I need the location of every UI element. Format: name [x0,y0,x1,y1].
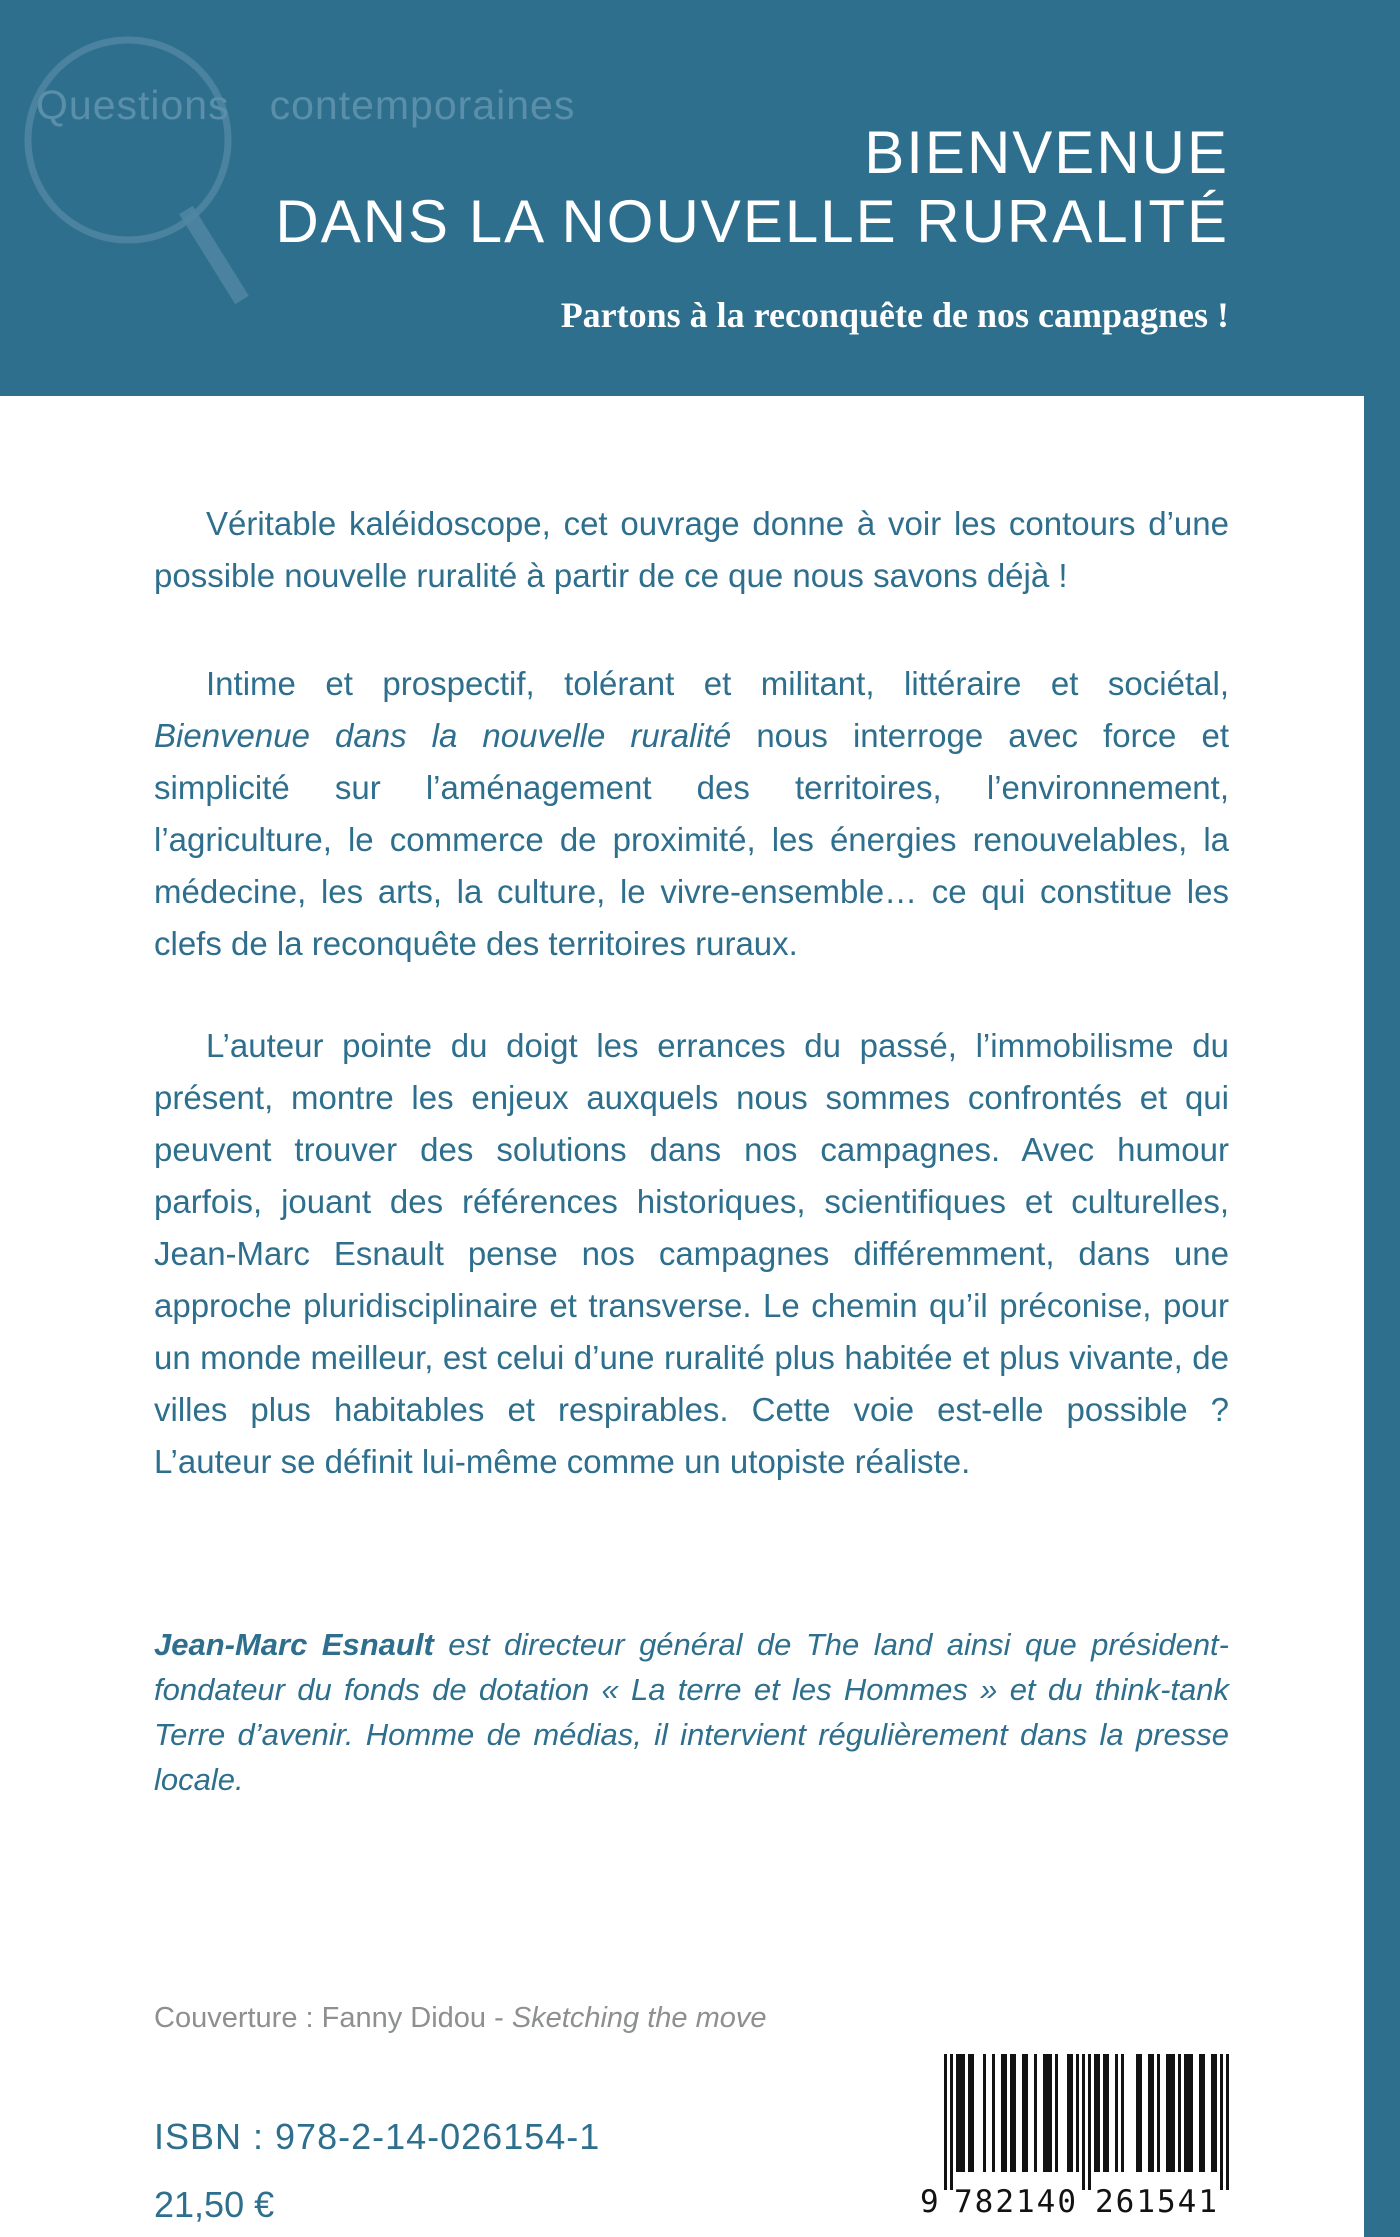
svg-text:9: 9 [920,2184,939,2218]
barcode [918,2050,1238,2218]
book-subtitle: Partons à la reconquête de nos campagnes ! [560,295,1229,335]
book-title [275,118,1229,256]
collection-word-1: Questions [36,82,230,128]
collection-word-2: contemporaines [269,82,576,128]
synopsis-paragraph-2-text: Intime et prospectif, tolérant et militant, littéraire et sociétal, [206,665,1229,702]
synopsis-paragraph-2 [154,658,1229,970]
synopsis-paragraph-2-text-end: nous interroge avec force et simplicité sur l’aménagement des territoires, l’environnement, l’agriculture, le commerce de proximité, les énergies renouvelables, la médecine, les arts, la culture, le vivre-ensemble… ce qui constitue les clefs de la reconquête des territoires ruraux. [154,717,1229,962]
svg-text:261541: 261541 [1095,2184,1219,2218]
cover-credit-text: Couverture : Fanny Didou - [154,2002,512,2034]
author-bio-text: est directeur général de The land ainsi que président-fondateur du fonds de dotation « La terre et les Hommes » et du think-tank Terre d’avenir. Homme de médias, il intervient régulièrement dans la presse locale. [154,1627,1229,1797]
cover-credit [154,2002,1229,2035]
author-bio [154,1622,1229,1802]
header-band [0,0,1400,396]
synopsis-paragraph-1: Véritable kaléidoscope, cet ouvrage donne à voir les contours d’une possible nouvelle ruralité à partir de ce que nous savons déjà ! [154,505,1229,594]
book-title-line-1: BIENVENUE [864,119,1229,186]
svg-text:782140: 782140 [954,2184,1078,2218]
author-name: Jean-Marc Esnault [154,1627,434,1662]
cover-credit-artwork-title: Sketching the move [511,2002,767,2034]
isbn: ISBN : 978-2-14-026154-1 [154,2116,601,2157]
synopsis-paragraph-3: L’auteur pointe du doigt les errances du passé, l’immobilisme du présent, montre les enjeux auxquels nous sommes confrontés et qui peuvent trouver des solutions dans nos campagnes. Avec humour parfois, jouant des références historiques, scientifiques et culturelles, Jean-Marc Esnault pense nos campagnes différemment, dans une approche pluridisciplinaire et transverse. Le chemin qu’il préconise, pour un monde meilleur, est celui d’une ruralité plus habitée et plus vivante, de villes plus habitables et respirables. Cette voie est-elle possible ? L’auteur se définit lui-même comme un utopiste réaliste. [154,1027,1229,1480]
book-title-line-2: DANS LA NOUVELLE RURALITÉ [275,188,1229,255]
synopsis-paragraph-2-book-title: Bienvenue dans la nouvelle ruralité [154,717,732,754]
price: 21,50 € [154,2184,275,2225]
